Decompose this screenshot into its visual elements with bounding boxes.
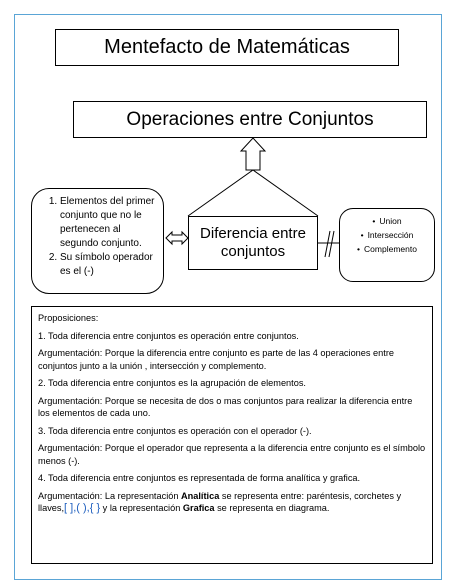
propositions-heading: Proposiciones: (38, 313, 99, 323)
proposition: 1. Toda diferencia entre conjuntos es operación entre conjuntos. (38, 330, 299, 341)
argument: Argumentación: Porque la diferencia entre conjunto es parte de las 4 operaciones entre conjuntos junto a la unión , intersección y complemento. (38, 348, 394, 371)
bullet-icon: • (360, 230, 364, 240)
isoordinate-item: 2. Su símbolo operador es el (-) (60, 251, 159, 279)
argument: Argumentación: La representación Analítica se representa entre: paréntesis, corchetes y llaves,[ ],( ),{ } y la representación Grafica se representa en diagrama. (38, 490, 402, 514)
page-title (55, 29, 399, 66)
exclusion-item: • Complemento (357, 244, 417, 254)
bullet-icon: • (372, 216, 376, 226)
argument: Argumentación: Porque el operador que representa a la diferencia entre conjunto es el símbolo menos (-). (38, 443, 426, 466)
bullet-icon: • (357, 244, 361, 254)
supraordinate-connector (188, 170, 318, 216)
up-arrow-icon (241, 138, 265, 170)
main-concept (188, 216, 318, 270)
exclusion-item: • Intersección (360, 230, 414, 240)
exclusion-box (339, 208, 435, 282)
main-concept-line1: Diferencia entre (200, 225, 306, 242)
propositions-box (31, 306, 433, 564)
proposition: 3. Toda diferencia entre conjuntos es operación con el operador (-). (38, 425, 312, 436)
main-concept-line2: conjuntos (220, 243, 286, 260)
exclusion-item: • Union (372, 216, 402, 226)
bracket-symbols: [ ],( ),{ } (64, 502, 101, 514)
supraordinate-text: Operaciones entre Conjuntos (126, 108, 374, 130)
argument: Argumentación: Porque se necesita de dos o mas conjuntos para realizar la diferencia entre los elementos de cada uno. (38, 395, 413, 418)
double-arrow-icon (166, 232, 188, 244)
proposition: 2. Toda diferencia entre conjuntos es la agrupación de elementos. (38, 378, 306, 388)
isoordinate-item: 1. Elementos del primer conjunto que no le pertenecen al segundo conjunto. (60, 195, 159, 251)
supraordinate-concept (73, 101, 427, 138)
isoordinate-box (31, 188, 164, 294)
proposition: 4. Toda diferencia entre conjuntos es representada de forma analítica y grafica. (38, 473, 361, 483)
page-title-text: Mentefacto de Matemáticas (104, 36, 350, 58)
